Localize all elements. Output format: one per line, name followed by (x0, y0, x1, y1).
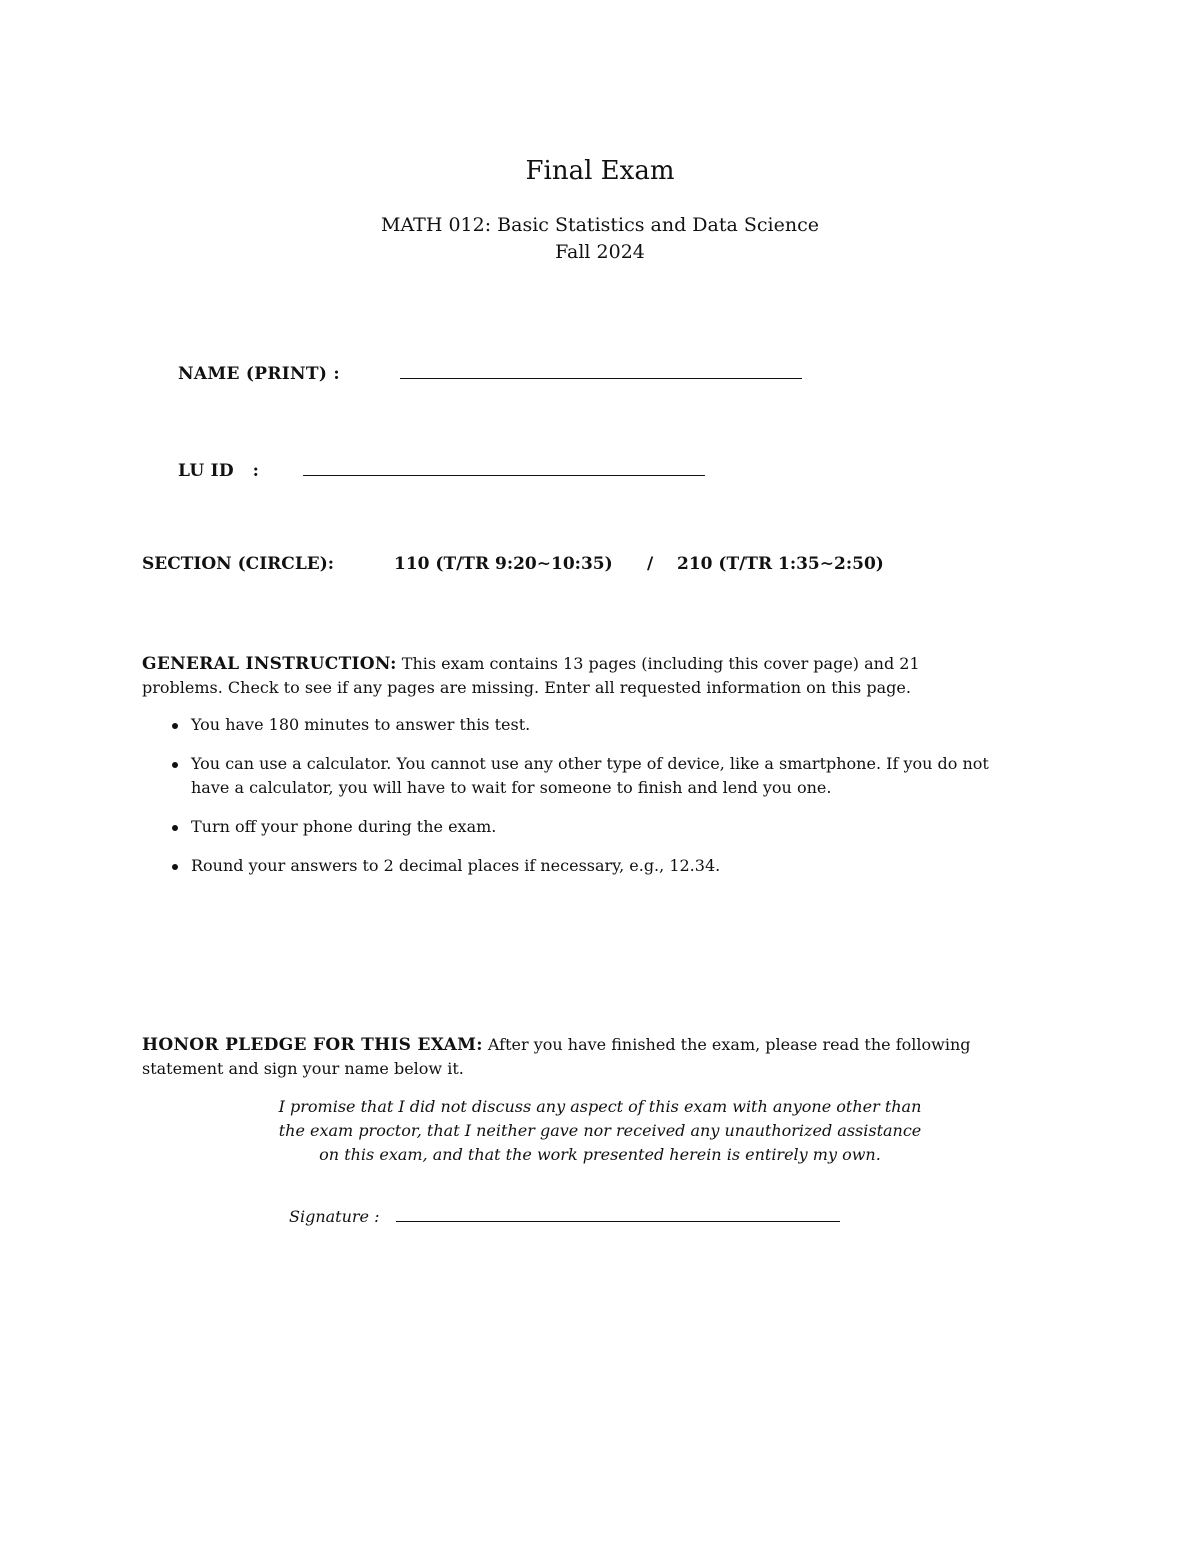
instruction-text: Round your answers to 2 decimal places if necessary, e.g., 12.34. (191, 856, 721, 875)
instruction-list (168, 713, 998, 893)
section-separator: / (647, 554, 654, 574)
signature-blank-line[interactable] (396, 1221, 840, 1222)
pledge-line: I promise that I did not discuss any aspect of this exam with anyone other than (278, 1097, 922, 1116)
pledge-line: the exam proctor, that I neither gave nor received any unauthorized assistance (278, 1121, 922, 1140)
exam-title: Final Exam (525, 156, 675, 186)
list-item (168, 713, 998, 737)
honor-pledge-heading: HONOR PLEDGE FOR THIS EXAM: (142, 1035, 483, 1055)
name-blank-line[interactable] (400, 378, 802, 379)
pledge-line: on this exam, and that the work presented herein is entirely my own. (319, 1145, 881, 1164)
bullet-icon (172, 825, 178, 831)
honor-pledge-intro: After you have finished the exam, please read the following statement and sign your name below it. (142, 1035, 971, 1078)
instruction-text: You can use a calculator. You cannot use any other type of device, like a smartphone. If you do not have a calculator, you will have to wait for someone to finish and lend you one. (191, 754, 989, 797)
list-item (168, 854, 998, 878)
section-row (142, 553, 1042, 577)
honor-pledge (142, 1033, 992, 1081)
bullet-icon (172, 723, 178, 729)
general-instruction (142, 652, 992, 700)
name-label: NAME (PRINT) : (178, 364, 340, 384)
list-item (168, 752, 998, 800)
general-instruction-heading: GENERAL INSTRUCTION: (142, 654, 397, 674)
id-blank-line[interactable] (303, 475, 705, 476)
signature-label: Signature : (289, 1207, 380, 1226)
section-label: SECTION (CIRCLE): (142, 554, 335, 574)
bullet-icon (172, 864, 178, 870)
pledge-statement (0, 1095, 1200, 1167)
instruction-text: You have 180 minutes to answer this test. (191, 715, 531, 734)
list-item (168, 815, 998, 839)
instruction-text: Turn off your phone during the exam. (191, 817, 497, 836)
id-label: LU ID : (178, 461, 260, 481)
course-name: MATH 012: Basic Statistics and Data Science (381, 214, 819, 236)
section-option-210[interactable]: 210 (T/TR 1:35∼2:50) (677, 554, 884, 574)
bullet-icon (172, 762, 178, 768)
general-instruction-text: This exam contains 13 pages (including this cover page) and 21 problems. Check to see if any pages are missing. Enter all requested information on this page. (142, 654, 920, 697)
section-option-110[interactable]: 110 (T/TR 9:20∼10:35) (394, 554, 613, 574)
term: Fall 2024 (555, 241, 645, 263)
